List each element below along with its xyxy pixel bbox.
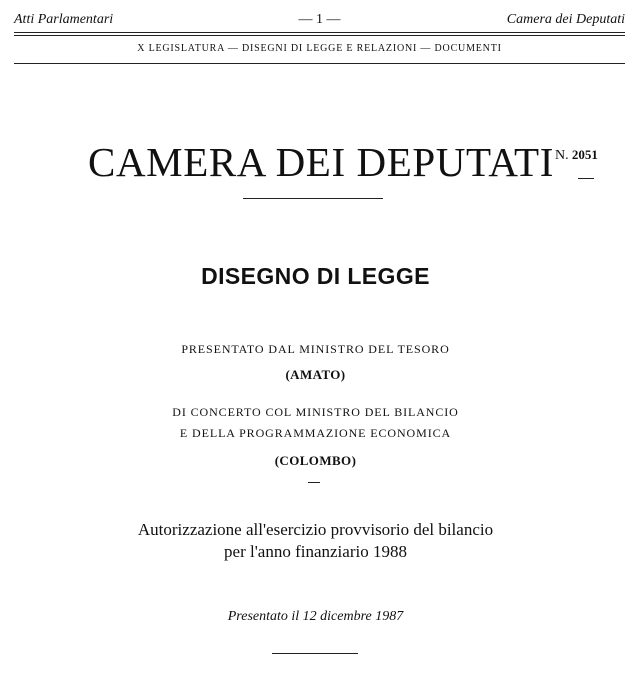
document-number <box>555 147 598 164</box>
chamber-underline <box>243 198 383 199</box>
header-right-label: Camera dei Deputati <box>506 12 625 27</box>
co-minister-name: (COLOMBO) <box>274 453 357 468</box>
concert-line-1: DI CONCERTO COL MINISTRO DEL BILANCIO <box>172 405 459 419</box>
section-dash <box>308 482 320 483</box>
header-rule-bottom <box>14 63 625 64</box>
presented-by-line: PRESENTATO DAL MINISTRO DEL TESORO <box>181 342 450 356</box>
document-number-value: 2051 <box>571 147 598 162</box>
concert-line-2: E DELLA PROGRAMMAZIONE ECONOMICA <box>179 426 452 440</box>
closing-rule <box>272 653 358 654</box>
bill-title: DISEGNO DI LEGGE <box>201 263 430 289</box>
presentation-date: Presentato il 12 dicembre 1987 <box>227 609 404 624</box>
document-number-prefix: N. <box>555 148 569 163</box>
header-left-label: Atti Parlamentari <box>14 12 114 27</box>
bill-subject-line-2: per l'anno finanziario 1988 <box>224 542 407 561</box>
page-number: — 1 — <box>298 12 341 27</box>
header-rule-top <box>14 32 625 33</box>
minister-name: (AMATO) <box>285 367 346 382</box>
document-number-dash <box>578 178 594 179</box>
chamber-name: CAMERA DEI DEPUTATI <box>88 139 554 185</box>
header-subtitle: X LEGISLATURA — DISEGNI DI LEGGE E RELAZIONI — DOCUMENTI <box>137 43 502 54</box>
bill-subject-line-1: Autorizzazione all'esercizio provvisorio del bilancio <box>137 520 494 539</box>
header-rule-double <box>14 35 625 36</box>
